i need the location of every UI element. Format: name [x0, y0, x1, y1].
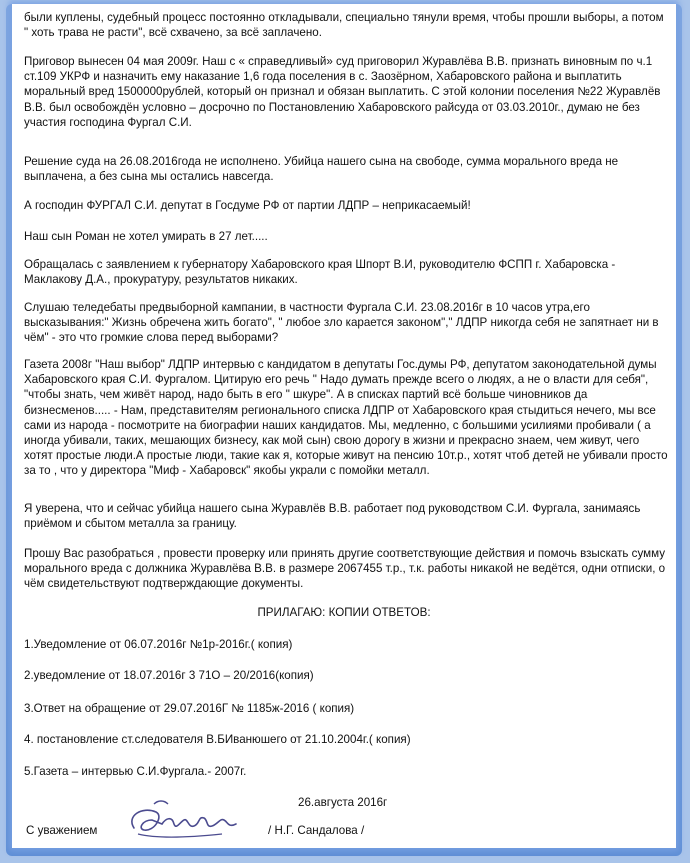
attachment-item: 2.уведомление от 18.07.2016г 3 71О – 20/2016(копия) [24, 669, 314, 682]
attachment-item: 4. постановление ст.следователя В.БИванюшего от 21.10.2004г.( копия) [24, 733, 411, 746]
paragraph-debates: Слушаю теледебаты предвыборной кампании, в частности Фургала С.И. 23.08.2016г в 10 часов утра,его высказывания:" Жизнь обречена жить богато", " любое зло карается законом"," ЛДПР никогда себя не запятнает ни в чём" - это что громкие слова перед выборами? [24, 301, 659, 345]
paragraph-verdict: Приговор вынесен 04 мая 2009г. Наш с « справедливый» суд приговорил Журавлёва В.В. признать виновным по ч.1 ст.109 УКРФ и назначить ему наказание 1,6 года поселения в с. Заозёрном, Хабаровского района и выплатить моральный вред 1500000рублей, который он признал и обязан выплатить. С этой колонии поселения №22 Журавлёв В.В. был освобождён условно – досрочно по Постановлению Хабаровского райсуда от 03.03.2010г., думаю не без участия господина Фургал С.И. [24, 55, 661, 129]
paragraph-appeals: Обращалась с заявлением к губернатору Хабаровского края Шпорт В.И, руководителю ФСПП г. Хабаровска - Маклакову Д.А., прокуратуру, результатов никаких. [24, 258, 616, 287]
paragraph-request: Прошу Вас разобраться , провести проверку или принять другие соответствующие действия и помочь взыскать сумму морального вреда с должника Журавлёва В.В. в размере 2067455 т.р., т.к. работы никакой не ведётся, одни отписки, о чём свидетельствуют подтверждающие документы. [24, 547, 666, 591]
paragraph-son: Наш сын Роман не хотел умирать в 27 лет..... [24, 230, 268, 243]
signer-name: / Н.Г. Сандалова / [268, 824, 365, 837]
closing-phrase: С уважением [26, 824, 98, 837]
handwritten-signature [124, 794, 244, 844]
attachment-item: 1.Уведомление от 06.07.2016г №1р-2016г.( копия) [24, 638, 293, 651]
letter-sheet [12, 4, 676, 848]
paragraph-newspaper: Газета 2008г "Наш выбор" ЛДПР интервью с кандидатом в депутаты Гос.думы РФ, депутатом законодательной думы Хабаровского края С.И. Фургалом. Цитирую его речь " Надо думать прежде всего о людях, а не о власти для себя", "чтобы знать, чем живёт народ, надо быть в его " шкуре". А в списках партий всё больше чиновников да бизнесменов..... - Нам, представителям регионального списка ЛДПР от Хабаровского края стыдиться нечего, мы все сами из народа - посмотрите на биографии наших кандидатов. Мы, медленно, с большими усилиями пробивали ( а иногда убивали, таких, мешающих бизнесу, как мой сын) свою дорогу в жизни и прекрасно знаем, чем живут, чего хотят простые люди.А простые люди, такие как я, которые живут на пенсию 10т.р., хотят чтоб детей не убивали просто за то , что у директора "Миф - Хабаровск" якобы украли с помойки металл. [24, 358, 668, 478]
attachment-item: 3.Ответ на обращение от 29.07.2016Г № 1185ж-2016 ( копия) [24, 702, 355, 715]
paragraph-court-decision: Решение суда на 26.08.2016года не исполнено. Убийца нашего сына на свободе, сумма морального вреда не выплачена, а без сына мы остались навсегда. [24, 155, 619, 184]
attachments-heading: ПРИЛАГАЮ: КОПИИ ОТВЕТОВ: [257, 606, 431, 619]
letter-date: 26.августа 2016г [298, 796, 388, 809]
paragraph-intro: были куплены, судебный процесс постоянно откладывали, специально тянули время, чтобы прошли выборы, а потом " хоть трава не расти", всё схвачено, за всё заплачено. [24, 11, 664, 40]
attachment-item: 5.Газета – интервью С.И.Фургала.- 2007г. [24, 765, 247, 778]
paragraph-deputy: А господин ФУРГАЛ С.И. депутат в Госдуме РФ от партии ЛДПР – неприкасаемый! [24, 199, 471, 212]
paragraph-confidence: Я уверена, что и сейчас убийца нашего сына Журавлёв В.В. работает под руководством С.И. Фургала, занимаясь приёмом и сбытом металла за границу. [24, 502, 641, 531]
